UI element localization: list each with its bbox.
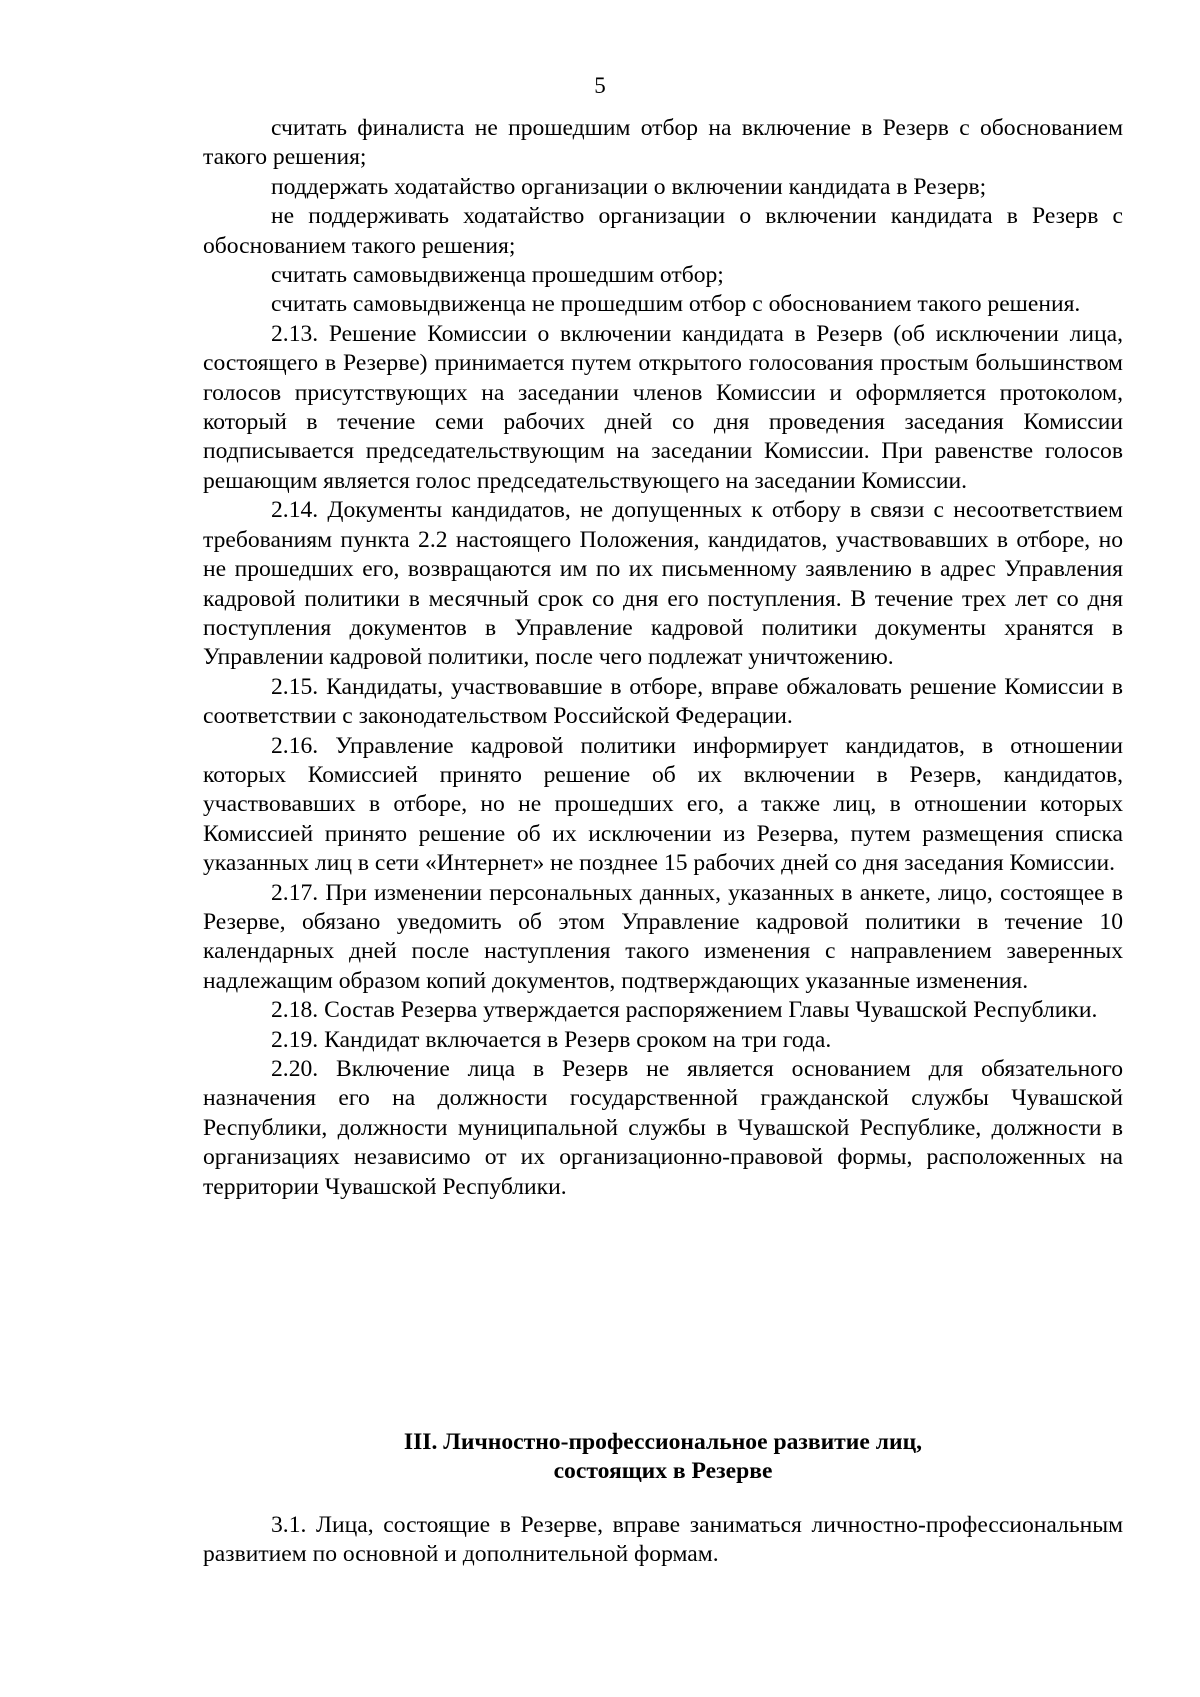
section-body xyxy=(203,1511,1123,1570)
section-heading-line: состоящих в Резерве xyxy=(553,1458,773,1484)
paragraph-2-13: 2.13. Решение Комиссии о включении кандидата в Резерв (об исключении лица, состоящего в Резерве) принимается путем открытого голосования простым большинством голосов присутствующих на заседании членов Комиссии и оформляется протоколом, который в течение семи рабочих дней со дня проведения заседания Комиссии подписывается председательствующим на заседании Комиссии. При равенстве голосов решающим является голос председательствующего на заседании Комиссии. xyxy=(203,320,1123,494)
paragraph-2-17: 2.17. При изменении персональных данных, указанных в анкете, лицо, состоящее в Резерве, обязано уведомить об этом Управление кадровой политики в течение 10 календарных дней после наступления такого изменения с направлением заверенных надлежащим образом копий документов, подтверждающих указанные изменения. xyxy=(203,879,1123,994)
paragraph-2-20: 2.20. Включение лица в Резерв не является основанием для обязательного назначения его на должности государственной гражданской службы Чувашской Республики, должности муниципальной службы в Чувашской Республике, должности в организациях независимо от их организационно-правовой формы, расположенных на территории Чувашской Республики. xyxy=(203,1056,1123,1200)
document-body xyxy=(203,114,1123,1202)
page-number: 5 xyxy=(594,73,606,98)
section-heading-line: III. Личностно-профессиональное развитие лиц, xyxy=(403,1429,923,1455)
paragraph-2-18: 2.18. Состав Резерва утверждается распоряжением Главы Чувашской Республики. xyxy=(271,997,1098,1024)
paragraph-2-15: 2.15. Кандидаты, участвовавшие в отборе, вправе обжаловать решение Комиссии в соответствии с законодательством Российской Федерации. xyxy=(203,673,1123,730)
paragraph-2-16: 2.16. Управление кадровой политики информирует кандидатов, в отношении которых Комиссией принято решение об их включении в Резерв, кандидатов, участвовавших в отборе, но не прошедших его, а также лиц, в отношении которых Комиссией принято решение об их исключении из Резерва, путем размещения списка указанных лиц в сети «Интернет» не позднее 15 рабочих дней со дня заседания Комиссии. xyxy=(203,732,1123,877)
section-heading xyxy=(203,1428,1123,1486)
paragraph-3-1: 3.1. Лица, состоящие в Резерве, вправе заниматься личностно-профессиональным развитием по основной и дополнительной формам. xyxy=(203,1512,1123,1568)
paragraph: считать финалиста не прошедшим отбор на включение в Резерв с обоснованием такого решения; xyxy=(203,115,1123,171)
paragraph: считать самовыдвиженца не прошедшим отбор с обоснованием такого решения. xyxy=(271,291,1081,318)
paragraph: считать самовыдвиженца прошедшим отбор; xyxy=(271,262,724,289)
paragraph-2-14: 2.14. Документы кандидатов, не допущенных к отбору в связи с несоответствием требованиям пункта 2.2 настоящего Положения, кандидатов, участвовавших в отборе, но не прошедших его, возвращаются им по их письменному заявлению в адрес Управления кадровой политики в месячный срок со дня его поступления. В течение трех лет со дня поступления документов в Управление кадровой политики документы хранятся в Управлении кадровой политики, после чего подлежат уничтожению. xyxy=(203,497,1123,671)
paragraph: не поддерживать ходатайство организации о включении кандидата в Резерв с обоснованием такого решения; xyxy=(203,203,1123,259)
paragraph-2-19: 2.19. Кандидат включается в Резерв сроком на три года. xyxy=(271,1026,832,1053)
paragraph: поддержать ходатайство организации о включении кандидата в Резерв; xyxy=(271,173,987,200)
